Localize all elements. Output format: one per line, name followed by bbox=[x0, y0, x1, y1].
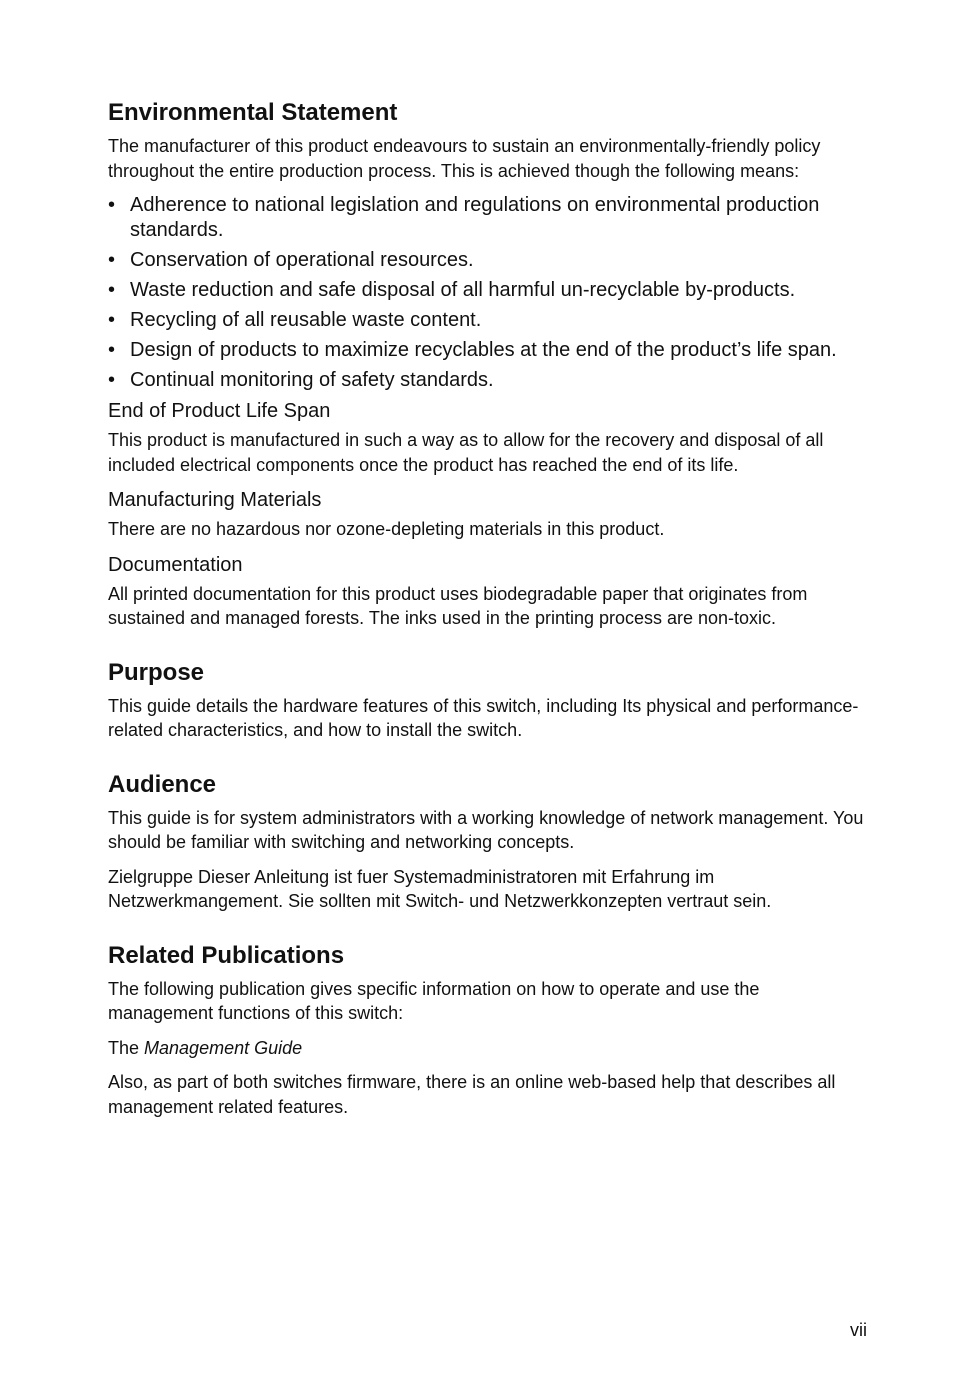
list-item-text: Continual monitoring of safety standards. bbox=[130, 369, 494, 391]
bullet-icon: • bbox=[108, 249, 116, 271]
environmental-intro: The manufacturer of this product endeavours to sustain an environmentally-friendly policy throughout the entire production process. This is achieved though the following means: bbox=[108, 136, 821, 181]
list-item bbox=[108, 338, 868, 363]
list-item-text: Adherence to national legislation and regulations on environmental production standards. bbox=[130, 194, 820, 241]
purpose-text: This guide details the hardware features of this switch, including Its physical and performance-related characteristics, and how to install the switch. bbox=[108, 695, 859, 740]
bullet-icon: • bbox=[108, 309, 116, 331]
list-item-text: Waste reduction and safe disposal of all harmful un-recyclable by-products. bbox=[130, 279, 796, 301]
related-publications-heading: Related Publications bbox=[108, 941, 345, 969]
documentation-text: All printed documentation for this product uses biodegradable paper that originates from sustained and managed forests. The inks used in the printing process are non-toxic. bbox=[108, 583, 808, 628]
list-item bbox=[108, 308, 868, 333]
end-of-life-text: This product is manufactured in such a way as to allow for the recovery and disposal of all included electrical components once the product has reached the end of its life. bbox=[108, 430, 824, 475]
audience-text-english: This guide is for system administrators with a working knowledge of network management. You should be familiar with switching and networking concepts. bbox=[108, 807, 864, 852]
management-guide-title: Management Guide bbox=[144, 1037, 303, 1058]
audience-section bbox=[108, 770, 868, 914]
list-item-text: Conservation of operational resources. bbox=[130, 249, 474, 271]
bullet-icon: • bbox=[108, 369, 116, 391]
materials-heading: Manufacturing Materials bbox=[108, 489, 322, 511]
list-item bbox=[108, 193, 868, 243]
list-item-text: Design of products to maximize recyclables at the end of the product’s life span. bbox=[130, 339, 837, 361]
page-number: vii bbox=[850, 1320, 867, 1340]
bullet-icon: • bbox=[108, 339, 116, 361]
online-help-text: Also, as part of both switches firmware, there is an online web-based help that describes all management related features. bbox=[108, 1072, 836, 1117]
materials-text: There are no hazardous nor ozone-depleting materials in this product. bbox=[108, 519, 665, 539]
environmental-statement-section bbox=[108, 98, 868, 631]
document-page bbox=[108, 98, 868, 1129]
purpose-section bbox=[108, 658, 868, 743]
environmental-bullet-list bbox=[108, 193, 868, 393]
guide-prefix: The bbox=[108, 1037, 145, 1058]
related-publications-text: The following publication gives specific information on how to operate and use the management functions of this switch: bbox=[108, 978, 760, 1023]
end-of-life-heading: End of Product Life Span bbox=[108, 400, 331, 422]
related-publications-section bbox=[108, 941, 868, 1120]
list-item bbox=[108, 368, 868, 393]
documentation-heading: Documentation bbox=[108, 553, 243, 576]
list-item-text: Recycling of all reusable waste content. bbox=[130, 309, 482, 331]
purpose-heading: Purpose bbox=[108, 658, 205, 686]
bullet-icon: • bbox=[108, 279, 116, 301]
audience-heading: Audience bbox=[108, 770, 217, 798]
audience-text-german: Zielgruppe Dieser Anleitung ist fuer Systemadministratoren mit Erfahrung im Netzwerkmangement. Sie sollten mit Switch- und Netzwerkkonzepten vertraut sein. bbox=[108, 866, 772, 911]
list-item bbox=[108, 248, 868, 273]
bullet-icon: • bbox=[108, 194, 116, 216]
environmental-statement-heading: Environmental Statement bbox=[108, 99, 398, 126]
list-item bbox=[108, 278, 868, 303]
management-guide-reference bbox=[108, 1036, 868, 1061]
